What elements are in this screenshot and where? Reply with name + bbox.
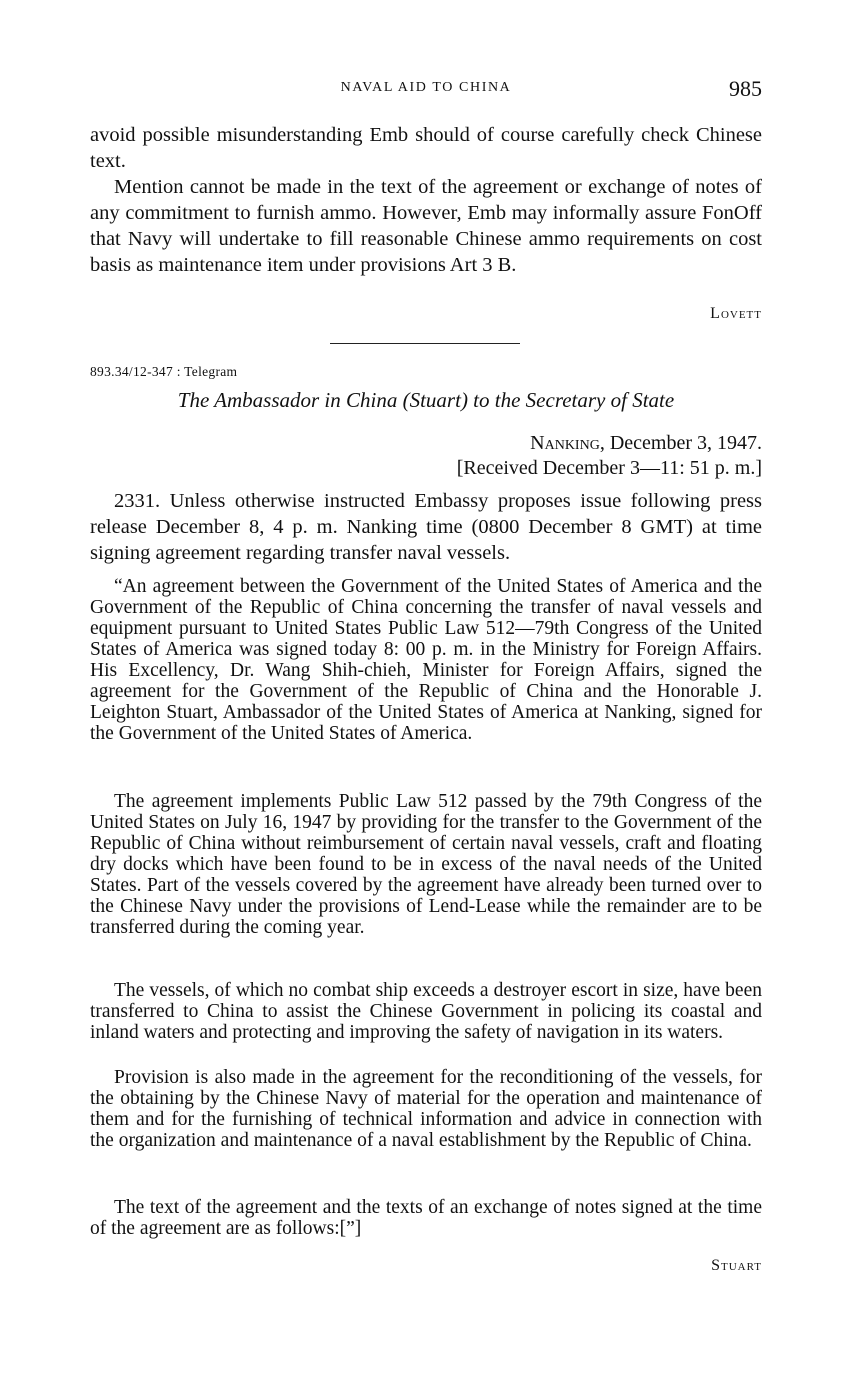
document-title: The Ambassador in China (Stuart) to the Secretary of State bbox=[177, 388, 675, 412]
dateline-place: Nanking bbox=[530, 432, 600, 454]
signature-stuart: Stuart bbox=[711, 1257, 762, 1274]
running-title: NAVAL AID TO CHINA bbox=[340, 80, 512, 95]
section-divider bbox=[330, 343, 520, 344]
dateline-date: , December 3, 1947. bbox=[599, 432, 762, 454]
release-paragraph-3: The vessels, of which no combat ship exceeds a destroyer escort in size, have been transferred to China to assist the Chinese Government in policing its coastal and inland waters and protecting and improving the safety of navigation in its waters. bbox=[90, 980, 762, 1043]
file-reference: 893.34/12-347 : Telegram bbox=[90, 364, 238, 379]
release-paragraph-1: “An agreement between the Government of the United States of America and the Government of the Republic of China concerning the transfer of naval vessels and equipment pursuant to United States Public Law 512—79th Congress of the United States of America was signed today 8: 00 p. m. in the Ministry for Foreign Affairs. His Excellency, Dr. Wang Shih-chieh, Minister for Foreign Affairs, signed the agreement for the Government of the Republic of China and the Honorable J. Leighton Stuart, Ambassador of the United States of America at Nanking, signed for the Government of the United States of America. bbox=[90, 576, 762, 744]
ammo-paragraph: Mention cannot be made in the text of the agreement or exchange of notes of any commitment to furnish ammo. However, Emb may informally assure FonOff that Navy will undertake to fill reasonable Chinese ammo requirements on cost basis as maintenance item under provisions Art 3 B. bbox=[90, 176, 762, 276]
telegram-intro: 2331. Unless otherwise instructed Embassy proposes issue following press release December 8, 4 p. m. Nanking time (0800 December 8 GMT) at time signing agreement regarding transfer naval vessels. bbox=[90, 490, 762, 564]
release-paragraph-5: The text of the agreement and the texts of an exchange of notes signed at the time of the agreement are as follows:[”] bbox=[90, 1197, 762, 1239]
dateline bbox=[530, 432, 762, 455]
signature-lovett: Lovett bbox=[710, 305, 762, 322]
running-header bbox=[90, 76, 762, 102]
release-paragraph-2: The agreement implements Public Law 512 passed by the 79th Congress of the United States on July 16, 1947 by providing for the transfer to the Government of the Republic of China without reimbursement of certain naval vessels, craft and floating dry docks which have been found to be in excess of the naval needs of the United States. Part of the vessels covered by the agreement have already been turned over to the Chinese Navy under the provisions of Lend-Lease while the remainder are to be transferred during the coming year. bbox=[90, 791, 762, 938]
received-line: [Received December 3—11: 51 p. m.] bbox=[456, 457, 762, 479]
continued-paragraph: avoid possible misunderstanding Emb should of course carefully check Chinese text. bbox=[90, 124, 762, 172]
release-paragraph-4: Provision is also made in the agreement for the reconditioning of the vessels, for the obtaining by the Chinese Navy of material for the operation and maintenance of them and for the furnishing of technical information and advice in connection with the organization and maintenance of a naval establishment by the Republic of China. bbox=[90, 1067, 762, 1151]
page-number: 985 bbox=[729, 76, 762, 101]
